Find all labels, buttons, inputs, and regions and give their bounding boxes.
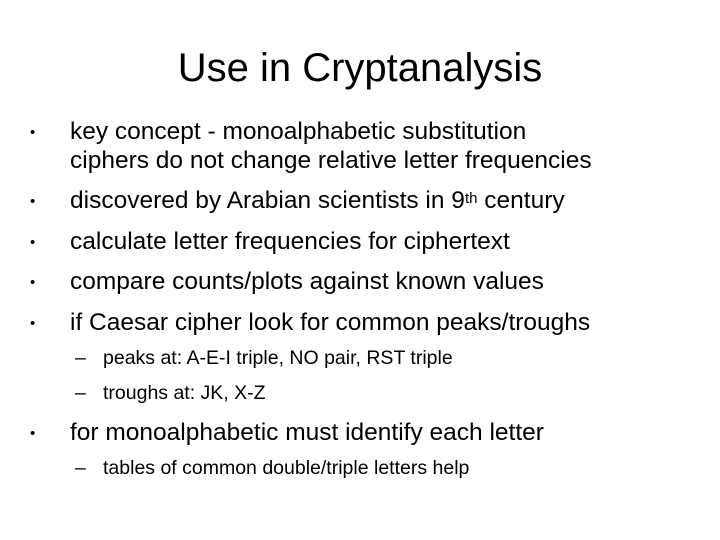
bullet-text-part: century [477, 187, 565, 214]
bullet-text-part: discovered by Arabian scientists in 9 [70, 187, 465, 214]
bullet-dot-icon: • [30, 234, 36, 251]
sub-bullet-text: tables of common double/triple letters help [103, 457, 470, 479]
sub-bullet-text: peaks at: A-E-I triple, NO pair, RST triple [103, 347, 453, 369]
dash-icon: – [75, 457, 86, 479]
bullet-text: key concept - monoalphabetic substitution [70, 118, 527, 145]
bullet-text [70, 186, 565, 216]
bullet-text: if Caesar cipher look for common peaks/troughs [70, 309, 591, 336]
dash-icon: – [75, 382, 86, 404]
bullet-dot-icon: • [30, 425, 36, 442]
bullet-dot-icon: • [30, 124, 36, 141]
superscript: th [464, 190, 478, 207]
slide-title: Use in Cryptanalysis [177, 46, 543, 90]
bullet-text: calculate letter frequencies for ciphertext [70, 228, 510, 255]
dash-icon: – [75, 347, 86, 369]
bullet-dot-icon: • [30, 193, 36, 210]
bullet-text: ciphers do not change relative letter frequencies [70, 147, 592, 174]
sub-bullet-text: troughs at: JK, X-Z [103, 382, 266, 404]
bullet-dot-icon: • [30, 315, 36, 332]
bullet-dot-icon: • [30, 274, 36, 291]
bullet-text: for monoalphabetic must identify each letter [70, 419, 544, 446]
bullet-text: compare counts/plots against known values [70, 268, 544, 295]
